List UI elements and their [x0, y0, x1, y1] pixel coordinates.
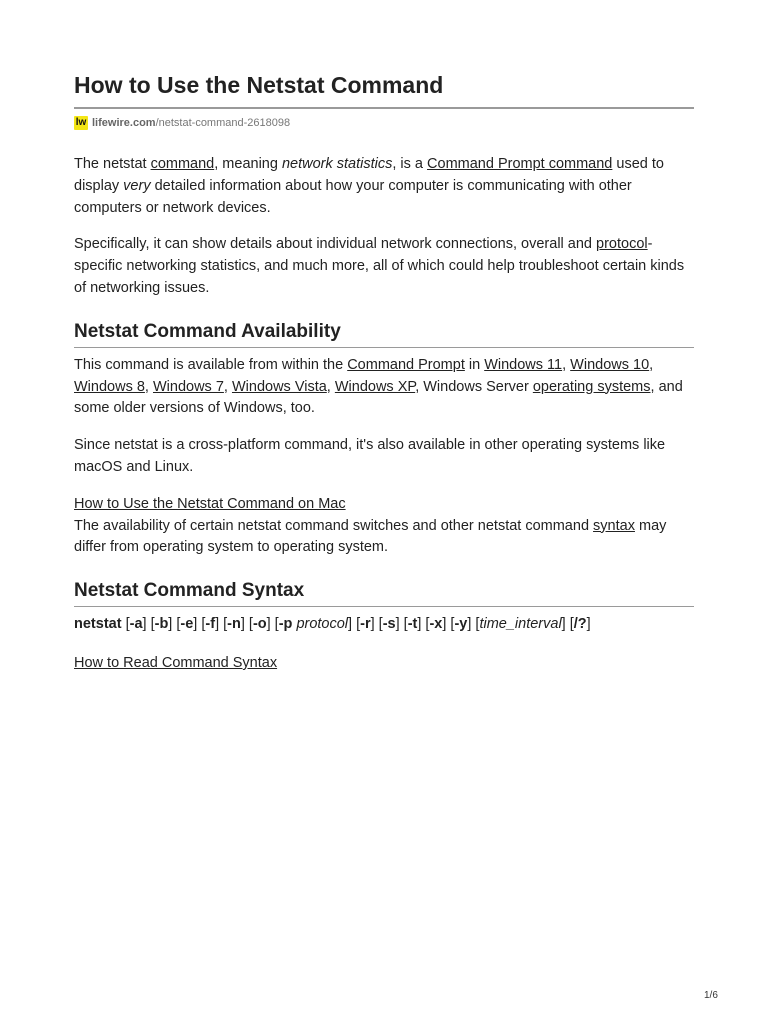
text-run: , Windows Server: [415, 378, 533, 395]
text-run: , meaning: [214, 156, 282, 172]
syntax-bracket: ] [: [168, 616, 181, 633]
syntax-bracket: ] [: [395, 616, 408, 633]
syntax-switch-t: -t: [407, 616, 418, 633]
syntax-switch-y: -y: [454, 616, 468, 633]
syntax-command: netstat: [74, 616, 122, 633]
intro-paragraph: [74, 154, 694, 219]
syntax-switch-p: -p: [278, 616, 293, 633]
syntax-switch-s: -s: [382, 616, 396, 633]
syntax-switch-o: -o: [252, 616, 267, 633]
link-windows-8[interactable]: Windows 8: [74, 378, 145, 395]
title-divider: [74, 107, 694, 109]
syntax-bracket: ] [: [142, 616, 155, 633]
syntax-bracket: ] [: [348, 616, 361, 633]
text-run: used to display: [74, 156, 664, 194]
syntax-bracket: [: [121, 616, 130, 633]
text-run: The netstat: [74, 156, 151, 172]
syntax-time-interval: time_interval: [479, 616, 562, 633]
link-command-prompt[interactable]: Command Prompt: [347, 356, 465, 373]
availability-paragraph: [74, 355, 694, 420]
text-run: -specific networking statistics, and much more, all of which could help troubleshoot certain kinds of networking issues.: [74, 236, 685, 296]
source-path: /netstat-command-2618098: [155, 117, 291, 129]
text-run: , is a: [392, 156, 428, 172]
text-run: in: [464, 356, 485, 373]
text-run: and some older versions of Windows, too.: [74, 378, 683, 417]
text-run: ,: [144, 378, 153, 395]
syntax-line: [74, 614, 694, 636]
syntax-switch-e: -e: [180, 616, 194, 633]
syntax-switch-x: -x: [429, 616, 443, 633]
syntax-bracket: ] [: [442, 616, 455, 633]
syntax-bracket: ] [: [240, 616, 253, 633]
read-syntax-paragraph: [74, 653, 694, 675]
text-run: The availability of certain netstat command switches and other netstat command: [74, 517, 594, 534]
syntax-switch-f: -f: [205, 616, 216, 633]
link-windows-vista[interactable]: Windows Vista: [231, 378, 327, 395]
emphasis-very: very: [123, 177, 151, 194]
syntax-bracket: ] [: [417, 616, 430, 633]
link-windows-xp[interactable]: Windows XP: [334, 378, 416, 395]
page-title: How to Use the Netstat Command: [74, 72, 444, 98]
link-how-to-read-command-syntax[interactable]: How to Read Command Syntax: [74, 654, 278, 671]
syntax-bracket: ] [: [193, 616, 206, 633]
lifewire-logo-icon: lw: [75, 117, 87, 128]
text-run: ,: [562, 356, 571, 373]
syntax-bracket: ] [: [266, 616, 279, 633]
link-windows-11[interactable]: Windows 11: [484, 356, 563, 373]
mac-link-paragraph: [74, 494, 694, 516]
text-run: may differ from operating system to operating system.: [74, 517, 667, 556]
source-line: [74, 114, 694, 132]
emphasis-network-statistics: network statistics: [281, 156, 393, 172]
link-windows-10[interactable]: Windows 10: [570, 356, 650, 373]
text-run: detailed information about how your computer is communicating with other computers or network devices.: [74, 177, 632, 216]
syntax-bracket: ] [: [561, 616, 574, 633]
syntax-switch-a: -a: [129, 616, 143, 633]
source-domain: lifewire.com: [92, 117, 156, 129]
specifically-paragraph: [74, 234, 694, 299]
syntax-switch-help: /?: [573, 616, 587, 633]
cross-platform-paragraph: Since netstat is a cross-platform command, it's also available in other operating systems like macOS and Linux.: [74, 437, 666, 475]
section-divider: [74, 347, 694, 348]
text-run: This command is available from within the: [74, 356, 348, 373]
syntax-bracket: ] [: [215, 616, 228, 633]
syntax-switch-b: -b: [154, 616, 169, 633]
link-netstat-on-mac[interactable]: How to Use the Netstat Command on Mac: [74, 495, 346, 512]
syntax-switch-n: -n: [227, 616, 241, 633]
syntax-bracket: ] [: [370, 616, 383, 633]
link-command[interactable]: command: [150, 156, 215, 172]
link-protocol[interactable]: protocol: [596, 236, 648, 253]
page-number: 1/6: [704, 990, 718, 1001]
syntax-bracket: ] [: [467, 616, 480, 633]
text-run: ,: [326, 378, 335, 395]
syntax-bracket: ]: [586, 616, 591, 633]
link-windows-7[interactable]: Windows 7: [152, 378, 224, 395]
text-run: ,: [223, 378, 232, 395]
switches-paragraph: [74, 516, 694, 560]
section-divider: [74, 606, 694, 607]
syntax-switch-r: -r: [360, 616, 371, 633]
text-run: ,: [649, 356, 654, 373]
text-run: Specifically, it can show details about individual network connections, overall and: [74, 236, 597, 253]
link-syntax[interactable]: syntax: [593, 517, 635, 534]
link-command-prompt-command[interactable]: Command Prompt command: [427, 156, 613, 172]
section-heading-availability: Netstat Command Availability: [74, 320, 341, 342]
syntax-protocol: protocol: [296, 616, 349, 633]
section-heading-syntax: Netstat Command Syntax: [74, 580, 305, 602]
article: [74, 68, 694, 675]
link-operating-systems[interactable]: operating systems,: [532, 378, 655, 395]
